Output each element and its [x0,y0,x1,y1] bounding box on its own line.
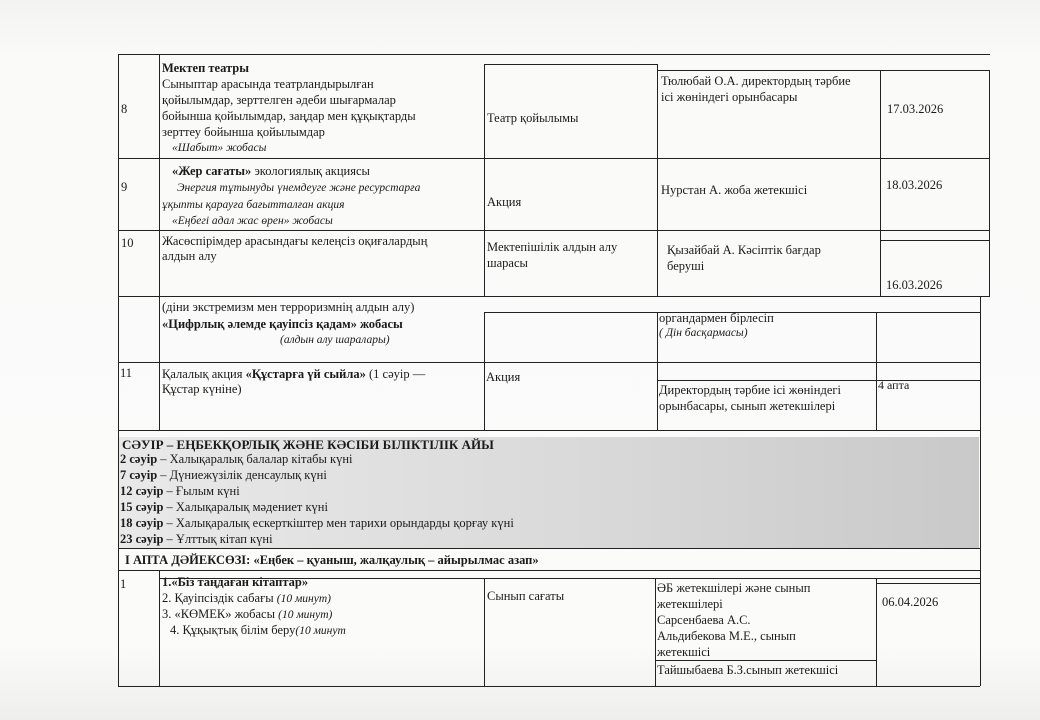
responsible: ісі жөніндегі орынбасары [661,90,798,104]
event-note: (алдын алу шаралары) [280,334,390,346]
responsible: Тайшыбаева Б.З.сынып жетекшісі [657,663,839,677]
responsible: жетекшісі [657,645,711,659]
event-date: 17.03.2026 [887,102,944,116]
event-desc: ұқыпты қарауға бағытталған акция [162,199,345,211]
day-item: 23 сәуір – Ұлттық кітап күні [120,532,273,546]
event-title: «Жер сағаты» экологиялық акциясы [172,164,370,178]
month-title: СӘУІР – ЕҢБЕКҚОРЛЫҚ ЖӘНЕ КӘСІБИ БІЛІКТІЛІК АЙЫ [122,437,494,452]
project-name: «Шабыт» жобасы [172,142,267,154]
week-quote: І АПТА ДӘЙЕКСӨЗІ: «Еңбек – қуаныш, жалқаулық – айырылмас азап» [125,553,539,567]
responsible: орынбасары, сынып жетекшілері [659,399,836,413]
row-number: 9 [121,180,128,194]
event-item: 1.«Біз таңдаған кітаптар» [162,575,309,589]
event-date: 4 апта [878,378,910,392]
day-item: 12 сәуір – Ғылым күні [120,484,240,498]
event-item: 3. «КӨМЕК» жобасы (10 минут) [162,607,333,621]
event-desc: Энергия тұтынуды үнемдеуге және ресурстарға [177,182,421,194]
day-item: 2 сәуір – Халықаралық балалар кітабы күні [120,452,353,466]
event-desc: бойынша қойылымдар, заңдар мен құқықтарды [162,109,416,123]
responsible: беруші [667,259,705,273]
row-number: 10 [121,236,134,250]
event-desc: Сыныптар арасында театрландырылған [162,77,374,91]
event-desc: зерттеу бойынша қойылымдар [162,125,325,139]
event-form: Акция [487,195,522,209]
event-form: Мектепішілік алдын алу [487,240,618,254]
event-desc: Жасөспірімдер арасындағы келеңсіз оқиғалардың [162,234,428,248]
responsible: Сарсенбаева А.С. [657,613,751,627]
event-date: 06.04.2026 [882,595,939,609]
responsible: ( Дін басқармасы) [659,327,748,339]
event-desc: Құстар күніне) [162,382,242,396]
responsible: органдармен бірлесіп [659,311,774,325]
event-desc: қойылымдар, зерттелген әдеби шығармалар [162,93,396,107]
event-desc: (діни экстремизм мен терроризмнің алдын алу) [162,300,415,314]
responsible: Альдибекова М.Е., сынып [657,629,796,643]
responsible: Нурстан А. жоба жетекшісі [661,183,808,197]
event-date: 18.03.2026 [886,178,943,192]
event-desc: алдын алу [162,249,217,263]
event-form: Акция [486,370,521,384]
project-name: «Еңбегі адал жас өрен» жобасы [172,215,333,227]
responsible: жетекшілері [657,597,723,611]
day-item: 7 сәуір – Дүниежүзілік денсаулық күні [120,468,327,482]
event-date: 16.03.2026 [886,278,943,292]
row-number: 8 [121,102,128,116]
row-number: 11 [120,366,133,380]
day-item: 15 сәуір – Халықаралық мәдениет күні [120,500,328,514]
event-form: Театр қойылымы [487,111,579,125]
event-desc: Қалалық акция «Құстарға үй сыйла» (1 сәуір — [162,367,426,381]
event-item: 4. Құқықтық білім беру(10 минут [170,623,346,637]
responsible: ӘБ жетекшілері және сынып [657,581,811,595]
responsible: Қызайбай А. Кәсіптік бағдар [667,243,821,257]
row-number: 1 [120,577,127,591]
event-title: Мектеп театры [162,61,250,75]
event-form: Сынып сағаты [487,589,565,603]
responsible: Тюлюбай О.А. директордың тәрбие [661,74,851,88]
event-item: 2. Қауіпсіздік сабағы (10 минут) [162,591,331,605]
project-name: «Цифрлық әлемде қауіпсіз қадам» жобасы [162,317,403,331]
day-item: 18 сәуір – Халықаралық ескерткіштер мен тарихи орындарды қорғау күні [120,516,514,530]
responsible: Директордың тәрбие ісі жөніндегі [659,383,841,397]
event-form: шарасы [487,256,528,270]
